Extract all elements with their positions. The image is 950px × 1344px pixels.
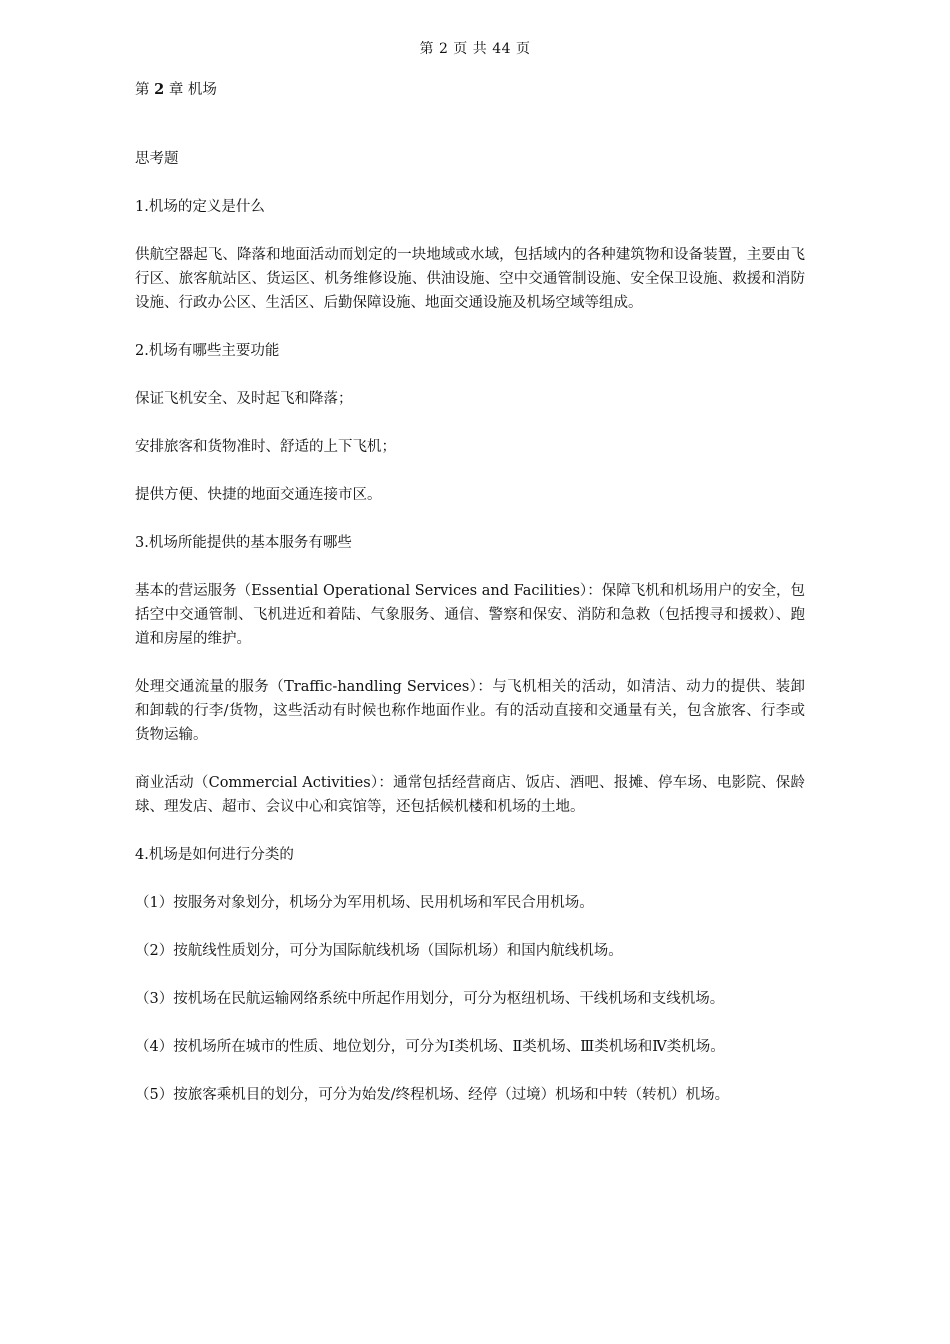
answer-2-item: 提供方便、快捷的地面交通连接市区。	[135, 487, 382, 503]
answer-3-item: 处理交通流量的服务（Traffic-handling Services）：与飞机相关的活动，如清洁、动力的提供、装卸和卸载的行李/货物，这些活动有时候也称作地面作业。有的活动直接和交通量有关，包含旅客、行李或货物运输。	[135, 679, 805, 743]
question-1: 1.机场的定义是什么	[135, 199, 265, 215]
document-body	[135, 78, 805, 1131]
answer-2-item: 安排旅客和货物准时、舒适的上下飞机；	[135, 439, 396, 455]
classification-item: （2）按航线性质划分，可分为国际航线机场（国际机场）和国内航线机场。	[135, 943, 623, 959]
question-3: 3.机场所能提供的基本服务有哪些	[135, 535, 352, 551]
classification-item: （4）按机场所在城市的性质、地位划分，可分为Ⅰ类机场、Ⅱ类机场、Ⅲ类机场和Ⅳ类机场。	[135, 1039, 725, 1055]
chapter-title	[135, 78, 805, 102]
page-number-header: 第 2 页 共 44 页	[419, 41, 531, 57]
answer-2-item: 保证飞机安全、及时起飞和降落；	[135, 391, 353, 407]
classification-item: （1）按服务对象划分，机场分为军用机场、民用机场和军民合用机场。	[135, 895, 594, 911]
section-title: 思考题	[135, 151, 179, 167]
chapter-prefix: 第	[135, 82, 150, 98]
classification-item: （3）按机场在民航运输网络系统中所起作用划分，可分为枢纽机场、干线机场和支线机场。	[135, 991, 725, 1007]
chapter-suffix: 章 机场	[168, 82, 217, 98]
answer-3-item: 商业活动（Commercial Activities）：通常包括经营商店、饭店、酒吧、报摊、停车场、电影院、保龄球、理发店、超市、会议中心和宾馆等，还包括候机楼和机场的土地。	[135, 775, 805, 815]
chapter-number: 2	[154, 81, 165, 98]
answer-3-item: 基本的营运服务（Essential Operational Services and Facilities）：保障飞机和机场用户的安全，包括空中交通管制、飞机进近和着陆、气象服务、通信、警察和保安、消防和急救（包括搜寻和援救）、跑道和房屋的维护。	[135, 583, 805, 647]
classification-item: （5）按旅客乘机目的划分，可分为始发/终程机场、经停（过境）机场和中转（转机）机场。	[135, 1087, 730, 1103]
question-2: 2.机场有哪些主要功能	[135, 343, 280, 359]
question-4: 4.机场是如何进行分类的	[135, 847, 294, 863]
answer-1: 供航空器起飞、降落和地面活动而划定的一块地域或水域，包括域内的各种建筑物和设备装置，主要由飞行区、旅客航站区、货运区、机务维修设施、供油设施、空中交通管制设施、安全保卫设施、救援和消防设施、行政办公区、生活区、后勤保障设施、地面交通设施及机场空域等组成。	[135, 247, 805, 311]
